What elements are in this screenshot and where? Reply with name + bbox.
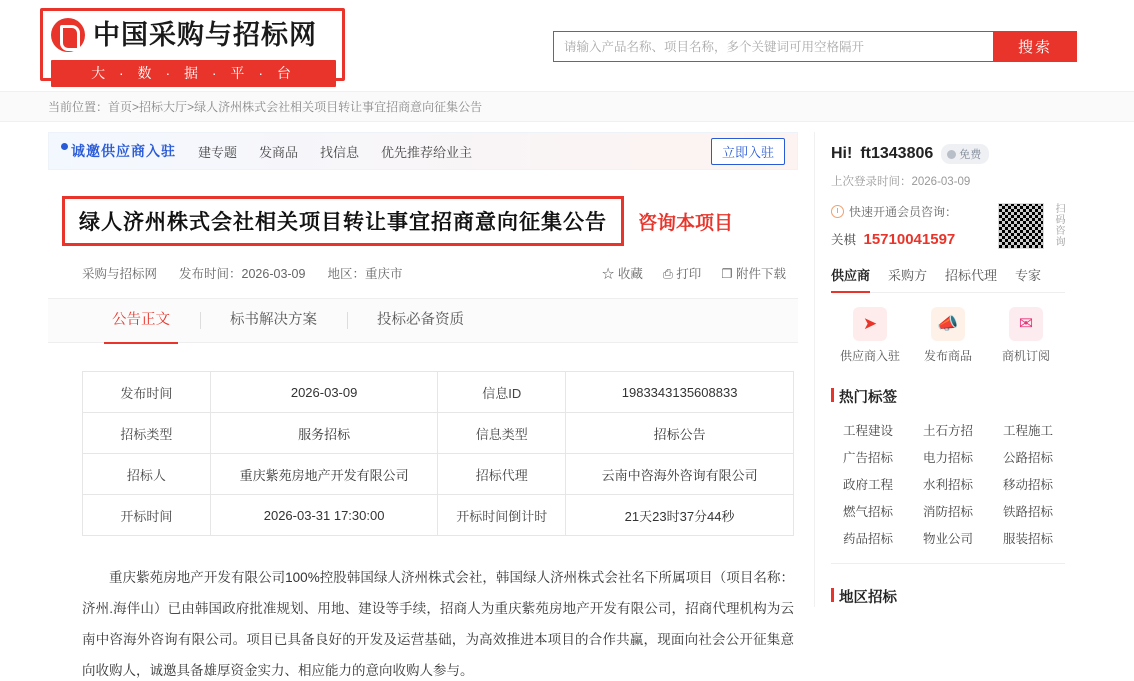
favorite-button[interactable]: ☆ 收藏: [601, 267, 643, 281]
breadcrumb: [0, 92, 1134, 122]
site-logo[interactable]: [40, 8, 345, 81]
table-row: [83, 495, 794, 536]
breadcrumb-item-home[interactable]: 首页: [108, 100, 133, 114]
user-card: [814, 132, 1064, 607]
row3-value1: 重庆紫苑房地产开发有限公司: [210, 454, 438, 495]
row3-label2: 招标代理: [438, 454, 566, 495]
search-button[interactable]: 搜索: [993, 31, 1077, 62]
table-row: [83, 372, 794, 413]
join-link-recommend[interactable]: 优先推荐给业主: [381, 144, 473, 160]
tab-required-qualification[interactable]: 投标必备资质: [347, 298, 494, 343]
announcement-info-table: [82, 371, 794, 536]
join-link-topic[interactable]: 建专题: [198, 144, 238, 160]
quick-action-supplier-join[interactable]: [831, 307, 909, 364]
breadcrumb-sep-1: >: [132, 100, 140, 114]
quick-action-label: 商机订阅: [1001, 349, 1050, 363]
join-link-info[interactable]: 找信息: [320, 144, 360, 160]
vip-left: [831, 203, 990, 248]
status-badge: [941, 144, 989, 164]
meta-region: 地区：重庆市: [327, 267, 403, 281]
supplier-join-strip: [48, 132, 798, 170]
row1-value2: 1983343135608833: [566, 372, 794, 413]
join-strip-title: 诚邀供应商入驻: [61, 141, 176, 161]
list-item[interactable]: 药品招标: [842, 532, 893, 546]
tab-bid-solution[interactable]: 标书解决方案: [200, 298, 347, 343]
vip-consult-line: [831, 203, 990, 220]
role-tab-supplier[interactable]: 供应商: [831, 265, 870, 284]
list-item[interactable]: 电力招标: [922, 451, 973, 465]
body-wrapper: [0, 122, 1134, 681]
row4-value1: 2026-03-31 17:30:00: [210, 495, 438, 536]
role-tab-expert[interactable]: 专家: [1015, 268, 1042, 283]
meta-source: 采购与招标网: [82, 267, 158, 281]
vip-consult-text: 快速开通会员咨询：: [849, 205, 958, 219]
quick-action-subscribe[interactable]: [987, 307, 1065, 364]
contact-name: 关棋: [831, 233, 857, 247]
logo-title: 中国采购与招标网: [93, 19, 317, 50]
username[interactable]: ft1343806: [860, 145, 934, 162]
page-title: 绿人济州株式会社相关项目转让事宜招商意向征集公告: [62, 196, 624, 246]
role-tab-buyer[interactable]: 采购方: [888, 268, 928, 283]
greeting-row: [831, 144, 1064, 164]
list-item[interactable]: 服装招标: [1002, 532, 1053, 546]
logo-subtitle: 大 · 数 · 据 · 平 · 台: [51, 60, 336, 87]
contact-line: [831, 230, 990, 248]
qr-code-icon: [998, 203, 1044, 249]
row3-label1: 招标人: [83, 454, 211, 495]
quick-action-label: 发布商品: [923, 349, 972, 363]
row2-label1: 招标类型: [83, 413, 211, 454]
row2-label2: 信息类型: [438, 413, 566, 454]
announcement-title-row: [48, 196, 798, 246]
tab-announcement-body[interactable]: 公告正文: [82, 298, 200, 343]
announcement-body: [82, 562, 794, 681]
quick-actions: [831, 307, 1065, 364]
region-bids-title: 地区招标: [831, 586, 1064, 607]
breadcrumb-item-current: 绿人济州株式会社相关项目转让事宜招商意向征集公告: [194, 100, 483, 114]
sidebar: [814, 132, 1064, 681]
paper-plane-icon: ➤: [853, 307, 887, 341]
logo-mark-icon: [51, 18, 85, 52]
qr-label: 扫码咨询: [1053, 203, 1064, 247]
print-button[interactable]: ⎙ 打印: [662, 267, 702, 281]
list-item[interactable]: 政府工程: [842, 478, 893, 492]
consult-project-link[interactable]: 咨询本项目: [638, 212, 734, 234]
badge-label: 免费: [959, 149, 982, 161]
greeting-text: Hi!: [831, 145, 853, 162]
vip-consult-block: [831, 203, 1064, 249]
clock-icon: [831, 205, 844, 218]
breadcrumb-sep-2: >: [187, 100, 195, 114]
megaphone-icon: 📣: [931, 307, 965, 341]
role-tab-agency[interactable]: 招标代理: [945, 268, 998, 283]
row2-value1: 服务招标: [210, 413, 438, 454]
row3-value2: 云南中咨海外咨询有限公司: [566, 454, 794, 495]
last-login-text: 上次登录时间：2026-03-09: [831, 176, 971, 188]
list-item[interactable]: 土石方招: [922, 424, 973, 438]
list-item[interactable]: 物业公司: [922, 532, 973, 546]
contact-phone[interactable]: 15710041597: [863, 231, 956, 248]
hot-tags-title: 热门标签: [831, 386, 1064, 407]
hot-tags-grid: [831, 421, 1065, 547]
row4-label2: 开标时间倒计时: [438, 495, 566, 536]
row4-label1: 开标时间: [83, 495, 211, 536]
list-item[interactable]: 燃气招标: [842, 505, 893, 519]
meta-publish-time: 发布时间：2026-03-09: [179, 267, 306, 281]
join-strip-links: [198, 142, 472, 161]
row1-label1: 发布时间: [83, 372, 211, 413]
quick-action-publish-goods[interactable]: [909, 307, 987, 364]
site-header: [0, 0, 1134, 92]
breadcrumb-item-hall[interactable]: 招标大厅: [139, 100, 188, 114]
row1-label2: 信息ID: [438, 372, 566, 413]
quick-action-label: 供应商入驻: [839, 349, 900, 363]
logo-row: [51, 15, 336, 55]
announcement-meta: [48, 264, 798, 282]
list-item[interactable]: 移动招标: [1002, 478, 1053, 492]
list-item[interactable]: 消防招标: [922, 505, 973, 519]
list-item[interactable]: 铁路招标: [1002, 505, 1053, 519]
search-input[interactable]: [553, 31, 993, 62]
attachment-download-button[interactable]: ❐ 附件下载: [721, 267, 786, 281]
join-link-goods[interactable]: 发商品: [259, 144, 299, 160]
table-row: [83, 454, 794, 495]
list-item[interactable]: 工程建设: [842, 424, 893, 438]
badge-dot-icon: [947, 150, 956, 159]
table-row: [83, 413, 794, 454]
announcement-paragraph: 重庆紫苑房地产开发有限公司100%控股韩国绿人济州株式会社，韩国绿人济州株式会社名下所属项目（项目名称：济州.海伴山）已由韩国政府批准规划、用地、建设等手续，招商人为重庆紫苑房地产开发有限公司，招商代理机构为云南中咨海外咨询有限公司。项目已具备良好的开发及运营基础，为高效推进本项目的合作共赢，现面向社会公开征集意向收购人，诚邀具备雄厚资金实力、相应能力的意向收购人参与。: [82, 570, 794, 678]
main-column: [48, 132, 798, 681]
list-item[interactable]: 工程施工: [1002, 424, 1053, 438]
list-item[interactable]: 公路招标: [1002, 451, 1053, 465]
list-item[interactable]: 广告招标: [842, 451, 893, 465]
list-item[interactable]: 水利招标: [922, 478, 973, 492]
join-now-button[interactable]: 立即入驻: [711, 138, 785, 165]
sidebar-divider: [831, 563, 1065, 564]
breadcrumb-prefix: 当前位置：: [48, 100, 109, 114]
meta-actions: [602, 264, 786, 282]
content-tabs: [48, 298, 798, 343]
role-tabs: [831, 265, 1065, 293]
row2-value2: 招标公告: [566, 413, 794, 454]
row4-value2: 21天23时37分44秒: [566, 495, 794, 536]
mail-icon: ✉: [1009, 307, 1043, 341]
row1-value1: 2026-03-09: [210, 372, 438, 413]
search-bar: [553, 31, 1077, 62]
